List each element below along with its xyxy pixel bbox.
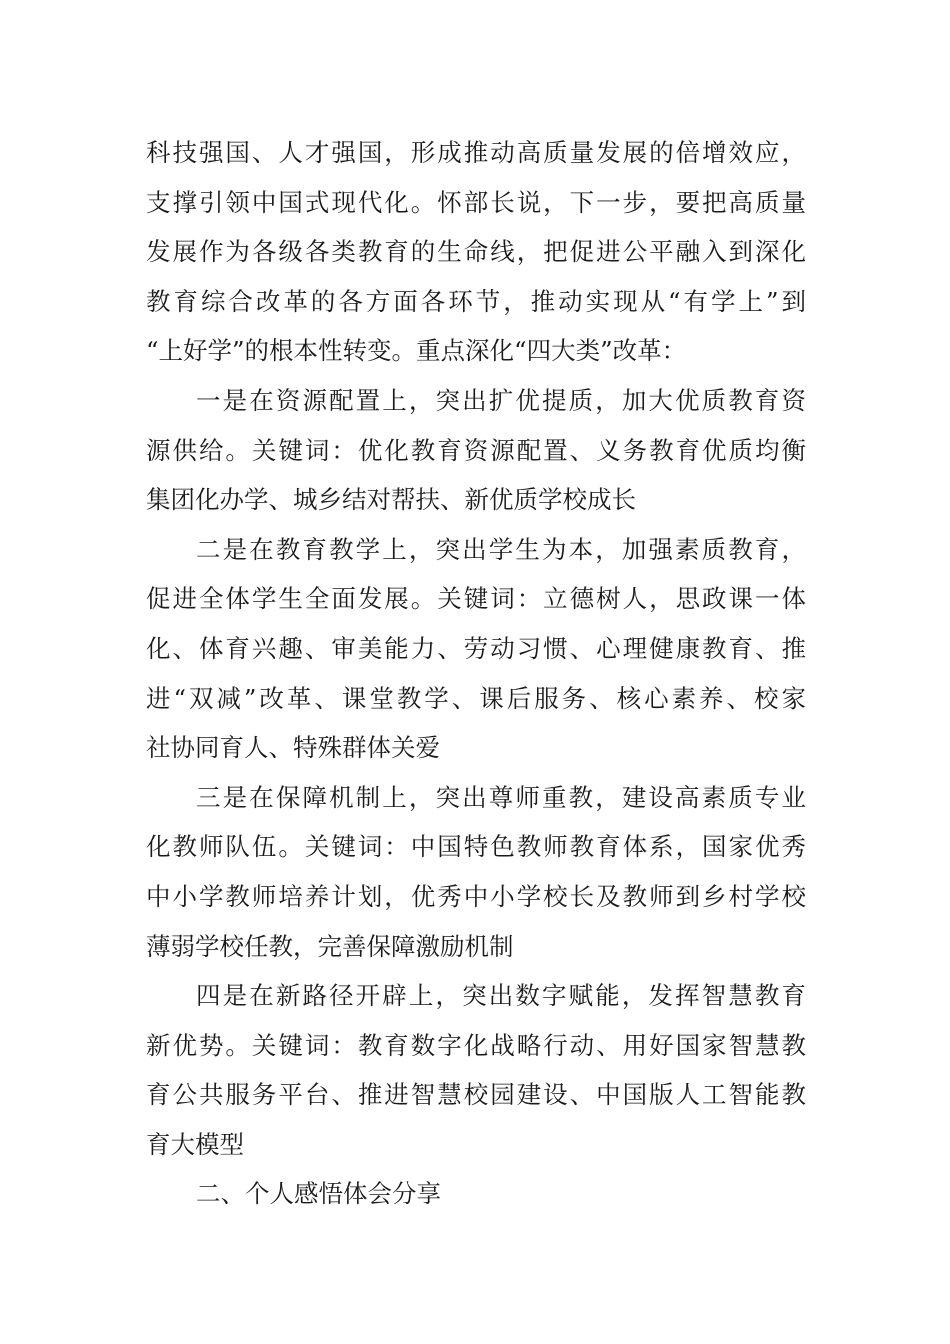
text-line: 化、体育兴趣、审美能力、劳动习惯、心理健康教育、推 (146, 633, 806, 663)
text-line: 三是在保障机制上，突出尊师重教，建设高素质专业 (196, 782, 806, 812)
text-line: 进“双减”改革、课堂教学、课后服务、核心素养、校家 (146, 683, 806, 713)
text-line: 四是在新路径开辟上，突出数字赋能，发挥智慧教育 (196, 981, 806, 1011)
text-line: 二是在教育教学上，突出学生为本，加强素质教育， (196, 534, 806, 564)
text-line: 一是在资源配置上，突出扩优提质，加大优质教育资 (196, 385, 806, 415)
text-line: 促进全体学生全面发展。关键词：立德树人，思政课一体 (146, 584, 806, 614)
text-line: 育大模型 (146, 1129, 244, 1159)
text-line: 社协同育人、特殊群体关爱 (146, 733, 440, 763)
text-line: “上好学”的根本性转变。重点深化“四大类”改革： (146, 336, 687, 366)
text-line: 二、个人感悟体会分享 (196, 1179, 441, 1209)
text-line: 中小学教师培养计划，优秀中小学校长及教师到乡村学校 (146, 881, 806, 911)
document-page (146, 128, 806, 1219)
text-line: 教育综合改革的各方面各环节，推动实现从“有学上”到 (146, 286, 806, 316)
text-line: 源供给。关键词：优化教育资源配置、义务教育优质均衡 (146, 435, 806, 465)
text-line: 新优势。关键词：教育数字化战略行动、用好国家智慧教 (146, 1030, 806, 1060)
text-line: 育公共服务平台、推进智慧校园建设、中国版人工智能教 (146, 1080, 806, 1110)
text-line: 化教师队伍。关键词：中国特色教师教育体系，国家优秀 (146, 832, 806, 862)
text-line: 支撑引领中国式现代化。怀部长说，下一步，要把高质量 (146, 187, 806, 217)
text-line: 薄弱学校任教，完善保障激励机制 (146, 931, 514, 961)
text-line: 科技强国、人才强国，形成推动高质量发展的倍增效应， (146, 138, 806, 167)
text-line: 集团化办学、城乡结对帮扶、新优质学校成长 (146, 485, 636, 515)
text-line: 发展作为各级各类教育的生命线，把促进公平融入到深化 (146, 237, 806, 267)
